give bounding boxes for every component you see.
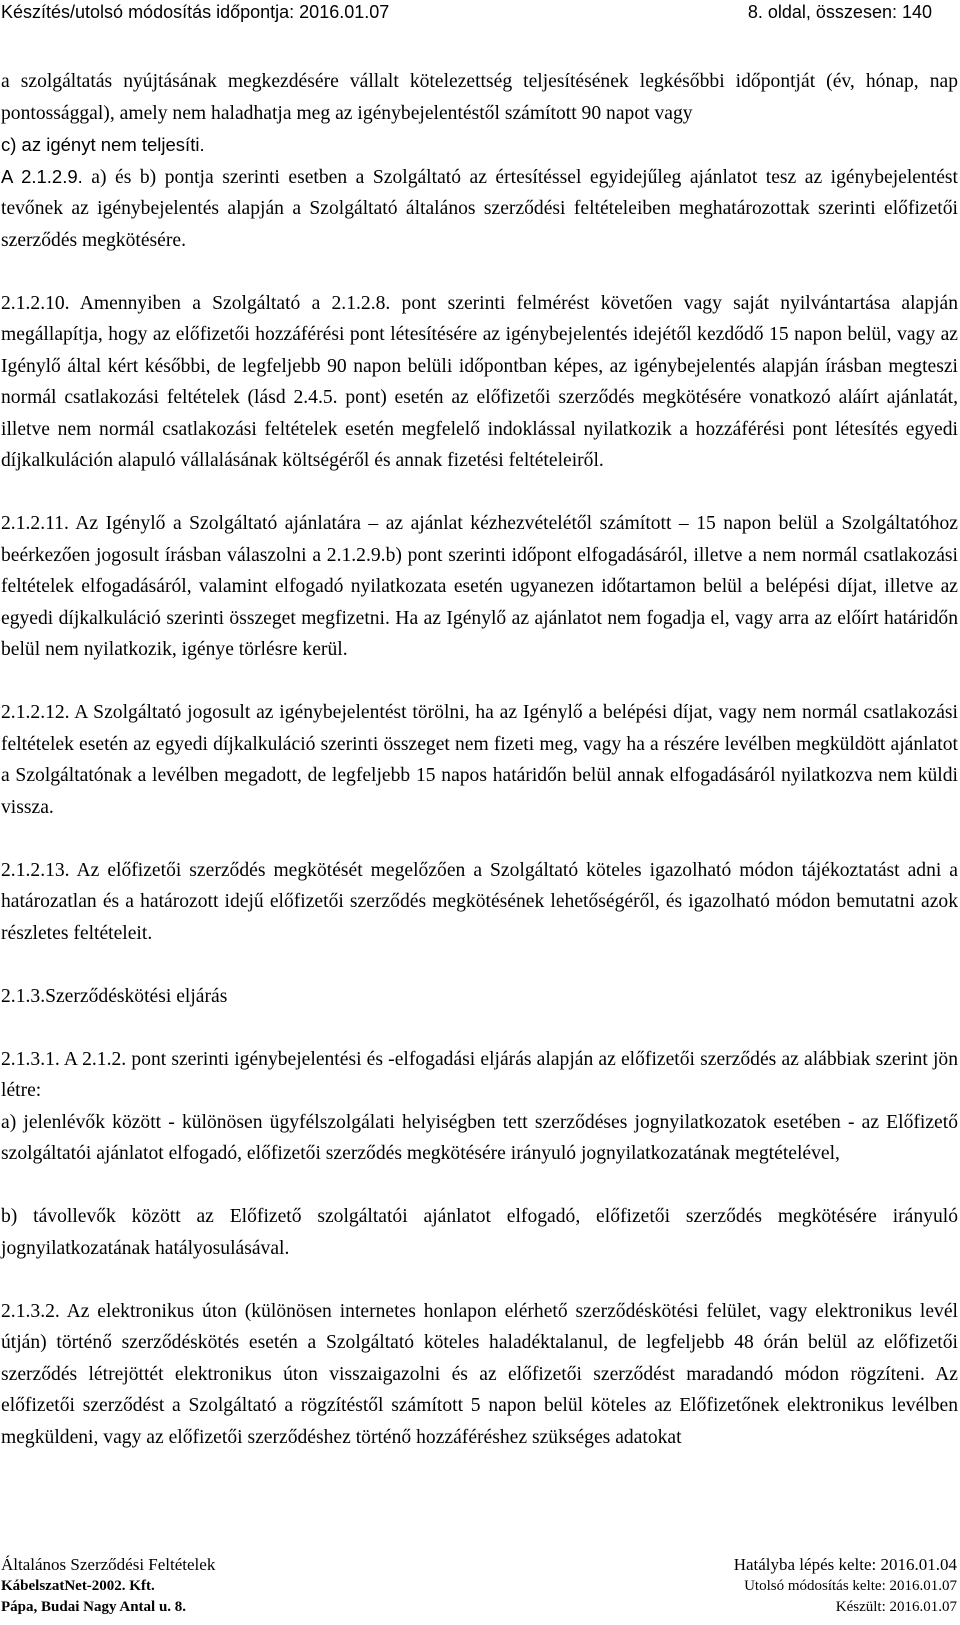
footer-address: Pápa, Budai Nagy Antal u. 8.	[1, 1599, 187, 1615]
paragraph-2-1-2-12: 2.1.2.12. A Szolgáltató jogosult az igénybejelentést törölni, ha az Igénylő a belépési díjat, vagy nem normál csatlakozási feltételek esetén az egyedi díjkalkuláció szerinti összeget nem fizeti meg, vagy ha a részére levélben megküldött ajánlatot a Szolgáltatónak a levélben megadott, de legfeljebb 15 napos határidőn belül annak elfogadásáról nyilatkozva nem küldi vissza.	[1, 702, 958, 818]
reference-prefix: A 2.1.2.9.	[1, 165, 83, 187]
page-header	[0, 2, 958, 26]
header-page-number: 8. oldal, összesen: 140	[747, 2, 932, 22]
paragraph-2-1-2-9-reference	[1, 161, 958, 257]
reference-text: a) és b) pontja szerinti esetben a Szolgáltató az értesítéssel egyidejűleg ajánlatot tesz az igénybejelentést tevőnek az igénybejelentés alapján a Szolgáltató általános szerződési feltételeiben meghatározottak szerinti előfizetői szerződés megkötésére.	[1, 166, 958, 251]
footer-modified-date: Utolsó módosítás kelte: 2016.01.07	[744, 1578, 957, 1594]
paragraph-b-tavollevok: b) távollevők között az Előfizető szolgáltatói ajánlatot elfogadó, előfizetői szerződés megkötésére irányuló jognyilatkozatának hatályosulásával.	[1, 1206, 958, 1259]
paragraph-2-1-3-1: 2.1.3.1. A 2.1.2. pont szerinti igénybejelentési és -elfogadási eljárás alapján az előfizetői szerződés az alábbiak szerint jön létre:	[1, 1048, 958, 1101]
section-heading-2-1-3: 2.1.3.Szerződéskötési eljárás	[1, 985, 228, 1007]
paragraph-2-1-2-11: 2.1.2.11. Az Igénylő a Szolgáltató ajánlatára – az ajánlat kézhezvételétől számított – 15 napon belül a Szolgáltatóhoz beérkezően jogosult írásban válaszolni a 2.1.2.9.b) pont szerinti időpont elfogadásáról, illetve a nem normál csatlakozási feltételek elfogadásáról, valamint elfogadó nyilatkozata esetén ugyanezen időtartamon belül a belépési díjat, illetve az egyedi díjkalkuláció szerinti összeget megfizetni. Ha az Igénylő az ajánlatot nem fogadja el, vagy arra az előírt határidőn belül nem nyilatkozik, igénye törlésre kerül.	[1, 513, 958, 660]
paragraph-a-jelenlevok: a) jelenlévők között - különösen ügyfélszolgálati helyiségben tett szerződéses jognyilatkozatok esetében - az Előfizető szolgáltatói ajánlatot elfogadó, előfizetői szerződés megkötésére irányuló jognyilatkozatának megtételével,	[1, 1111, 958, 1164]
paragraph-2-1-3-2: 2.1.3.2. Az elektronikus úton (különösen internetes honlapon elérhető szerződéskötési felület, vagy elektronikus levél útján) történő szerződéskötés esetén a Szolgáltató köteles haladéktalanul, de legfeljebb 48 órán belül az előfizetői szerződés létrejöttét elektronikus úton visszaigazolni és az előfizetői szerződést maradandó módon rögzíteni. Az előfizetői szerződést a Szolgáltató a rögzítéstől számított 5 napon belül köteles az Előfizetőnek elektronikus levélben megküldeni, vagy az előfizetői szerződéshez történő hozzáféréshez szükséges adatokat	[1, 1300, 958, 1448]
paragraph-2-1-2-10: 2.1.2.10. Amennyiben a Szolgáltató a 2.1.2.8. pont szerinti felmérést követően vagy saját nyilvántartása alapján megállapítja, hogy az előfizetői hozzáférési pont létesítésére az igénybejelentés idejétől kezdődő 15 napon belül, vagy az Igénylő által kért későbbi, de legfeljebb 90 napon belüli időpontban képes, az igénybejelentés alapján írásban megteszi normál csatlakozási feltételek (lásd 2.4.5. pont) esetén az előfizetői szerződés megkötésére vonatkozó aláírt ajánlatát, illetve nem normál csatlakozási feltételek esetén megfelelő indoklással nyilatkozik a hozzáférési pont létesítés egyedi díjkalkuláción alapuló vállalásának költségéről és annak fizetési feltételeiről.	[1, 292, 958, 471]
footer-created-date: Készült: 2016.01.07	[835, 1599, 957, 1615]
paragraph-intro: a szolgáltatás nyújtásának megkezdésére vállalt kötelezettség teljesítésének legkésőbbi időpontját (év, hónap, nap pontossággal), amely nem haladhatja meg az igénybejelentéstől számított 90 napot vagy	[1, 71, 958, 124]
paragraph-c: c) az igényt nem teljesíti.	[1, 134, 205, 155]
paragraph-2-1-2-13: 2.1.2.13. Az előfizetői szerződés megkötését megelőzően a Szolgáltató köteles igazolható módon tájékoztatást adni a határozatlan és a határozott idejű előfizetői szerződés megkötésének lehetőségéről, és igazolható módon bemutatni azok részletes feltételeit.	[1, 859, 958, 944]
footer-document-title: Általános Szerződési Feltételek	[1, 1555, 216, 1574]
header-timestamp: Készítés/utolsó módosítás időpontja: 2016.01.07	[1, 2, 390, 22]
document-body	[1, 66, 958, 1453]
footer-company: KábelszatNet-2002. Kft.	[1, 1578, 155, 1594]
page-footer	[0, 1555, 958, 1625]
footer-effective-date: Hatályba lépés kelte: 2016.01.04	[733, 1555, 957, 1574]
